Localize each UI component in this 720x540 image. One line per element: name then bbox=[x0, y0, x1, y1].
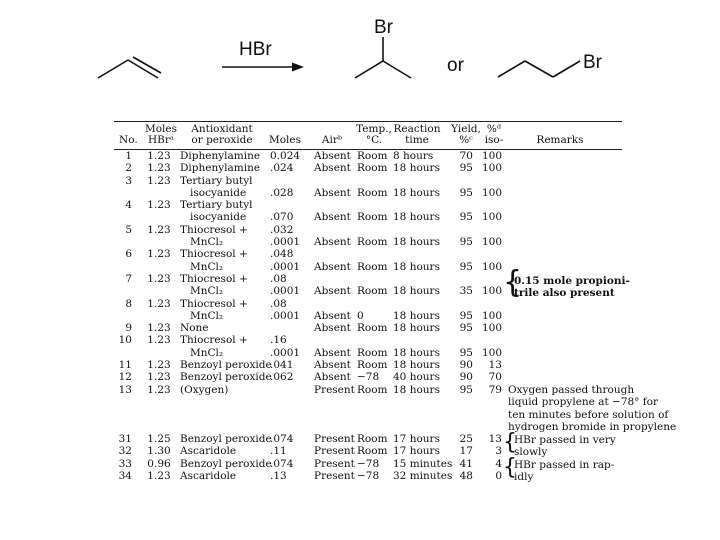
col-moles-a bbox=[270, 150, 306, 396]
cell-antioxidant: MnCl₂ bbox=[180, 285, 224, 298]
reaction-arrow bbox=[222, 63, 304, 72]
cell-time: 18 hours bbox=[393, 211, 440, 224]
col-moles-b bbox=[270, 433, 306, 482]
cell-time: 18 hours bbox=[393, 186, 440, 199]
cell-antioxidant: Benzoyl peroxide bbox=[180, 371, 272, 384]
col-hbr-a bbox=[141, 150, 177, 396]
cell-hbr: 1.25 bbox=[147, 433, 171, 445]
cell-no: 31 bbox=[118, 433, 132, 445]
cell-yield: 95 bbox=[459, 322, 473, 335]
cell-moles: .0001 bbox=[270, 285, 301, 298]
or-text: or bbox=[447, 55, 464, 76]
cell-temp: −78 bbox=[357, 457, 380, 470]
cell-moles: .08 bbox=[270, 297, 287, 310]
cell-time: 18 hours bbox=[393, 260, 440, 273]
remark-rows-7-8: 0.15 mole propioni- trile also present bbox=[514, 275, 630, 300]
cell-antioxidant: Tertiary butyl bbox=[180, 174, 253, 187]
reagent-label: HBr bbox=[239, 39, 272, 60]
cell-temp bbox=[357, 199, 391, 211]
cell-no bbox=[113, 187, 132, 199]
cell-hbr: 0.96 bbox=[147, 457, 171, 470]
cell-temp: Room bbox=[357, 445, 388, 458]
cell-iso: 100 bbox=[481, 260, 502, 273]
cell-hbr: 1.30 bbox=[147, 445, 171, 458]
cell-hbr: 1.23 bbox=[147, 469, 171, 482]
cell-hbr bbox=[141, 261, 177, 273]
cell-temp: Room bbox=[357, 211, 388, 224]
cell-time: 8 hours bbox=[393, 150, 434, 162]
cell-temp: Room bbox=[357, 186, 388, 199]
cell-no: 34 bbox=[118, 469, 132, 482]
cell-air: Absent bbox=[314, 359, 351, 372]
cell-iso bbox=[476, 298, 502, 310]
remarks-brace-33-34: { bbox=[503, 455, 517, 480]
cell-antioxidant: (Oxygen) bbox=[180, 383, 229, 396]
cell-yield: 41 bbox=[459, 457, 473, 470]
propyl-bromide-structure bbox=[498, 61, 580, 77]
header-reaction-time: Reaction time bbox=[393, 123, 441, 146]
cell-antioxidant: Benzoyl peroxide bbox=[180, 359, 272, 372]
cell-hbr bbox=[141, 187, 177, 199]
col-antioxidant-b bbox=[180, 433, 276, 482]
cell-hbr bbox=[141, 236, 177, 248]
cell-hbr bbox=[141, 211, 177, 223]
cell-hbr: 1.23 bbox=[147, 334, 171, 347]
cell-antioxidant: MnCl₂ bbox=[180, 309, 224, 322]
cell-hbr: 1.23 bbox=[147, 272, 171, 285]
cell-antioxidant: Benzoyl peroxide bbox=[180, 457, 272, 470]
cell-moles bbox=[270, 384, 306, 396]
cell-hbr: 1.23 bbox=[147, 174, 171, 187]
cell-temp: Room bbox=[357, 322, 388, 335]
cell-moles: .062 bbox=[270, 371, 294, 384]
cell-temp: Room bbox=[357, 150, 388, 162]
cell-antioxidant: Thiocresol + bbox=[180, 334, 248, 347]
cell-time: 18 hours bbox=[393, 162, 440, 175]
cell-no: 3 bbox=[125, 174, 132, 187]
cell-iso: 0 bbox=[495, 469, 502, 482]
cell-hbr: 1.23 bbox=[147, 359, 171, 372]
cell-hbr bbox=[141, 347, 177, 359]
cell-no bbox=[113, 310, 132, 322]
cell-time: 18 hours bbox=[393, 383, 440, 396]
cell-temp bbox=[357, 175, 391, 187]
cell-moles: .032 bbox=[270, 223, 294, 236]
cell-moles bbox=[270, 199, 306, 211]
col-iso-a bbox=[476, 150, 502, 396]
cell-time: 17 hours bbox=[393, 433, 440, 445]
cell-no: 12 bbox=[118, 371, 132, 384]
header-yield: Yield, %ᶜ bbox=[451, 123, 481, 146]
cell-no: 1 bbox=[125, 150, 132, 162]
cell-no: 32 bbox=[118, 445, 132, 458]
cell-time bbox=[393, 248, 449, 260]
cell-no bbox=[113, 285, 132, 297]
col-air-a bbox=[314, 150, 354, 396]
cell-air: Absent bbox=[314, 162, 351, 175]
col-time-a bbox=[393, 150, 449, 396]
cell-yield: 95 bbox=[459, 236, 473, 249]
cell-no: 4 bbox=[125, 199, 132, 212]
cell-no bbox=[113, 236, 132, 248]
cell-antioxidant: Diphenylamine bbox=[180, 162, 261, 175]
cell-temp: −78 bbox=[357, 469, 380, 482]
cell-temp: Room bbox=[357, 433, 388, 445]
header-no: No. bbox=[119, 134, 138, 146]
cell-time: 18 hours bbox=[393, 322, 440, 335]
cell-time: 17 hours bbox=[393, 445, 440, 458]
cell-temp bbox=[357, 224, 391, 236]
cell-yield bbox=[449, 273, 473, 285]
cell-temp bbox=[357, 334, 391, 346]
cell-air: Absent bbox=[314, 150, 351, 162]
cell-moles: 0.024 bbox=[270, 150, 301, 162]
col-no-a bbox=[113, 150, 132, 396]
cell-moles bbox=[270, 175, 306, 187]
cell-time bbox=[393, 224, 449, 236]
cell-air: Absent bbox=[314, 211, 351, 224]
cell-hbr: 1.23 bbox=[147, 248, 171, 261]
col-antioxidant-a bbox=[180, 150, 276, 396]
cell-temp bbox=[357, 298, 391, 310]
cell-iso: 100 bbox=[481, 211, 502, 224]
cell-time bbox=[393, 298, 449, 310]
cell-yield: 95 bbox=[459, 309, 473, 322]
cell-temp: Room bbox=[357, 346, 388, 359]
cell-yield: 95 bbox=[459, 383, 473, 396]
cell-no: 8 bbox=[125, 297, 132, 310]
cell-moles: .024 bbox=[270, 162, 294, 175]
cell-air: Present bbox=[314, 457, 355, 470]
cell-moles: .074 bbox=[270, 457, 294, 470]
cell-hbr: 1.23 bbox=[147, 223, 171, 236]
cell-iso: 3 bbox=[495, 445, 502, 458]
cell-iso: 100 bbox=[481, 322, 502, 335]
cell-moles: .048 bbox=[270, 248, 294, 261]
isopropyl-bromide-structure bbox=[355, 37, 411, 78]
cell-air bbox=[314, 224, 354, 236]
cell-temp: Room bbox=[357, 260, 388, 273]
cell-no bbox=[113, 261, 132, 273]
cell-air: Absent bbox=[314, 260, 351, 273]
cell-iso bbox=[476, 273, 502, 285]
cell-hbr: 1.23 bbox=[147, 162, 171, 175]
cell-temp bbox=[357, 273, 391, 285]
cell-hbr: 1.23 bbox=[147, 322, 171, 335]
cell-no: 9 bbox=[125, 322, 132, 335]
cell-no: 6 bbox=[125, 248, 132, 261]
cell-antioxidant: Thiocresol + bbox=[180, 272, 248, 285]
cell-iso bbox=[476, 224, 502, 236]
cell-temp: Room bbox=[357, 236, 388, 249]
cell-hbr: 1.23 bbox=[147, 383, 171, 396]
cell-moles: .041 bbox=[270, 359, 294, 372]
cell-moles: .074 bbox=[270, 433, 294, 445]
cell-yield bbox=[449, 334, 473, 346]
header-air: Airᵇ bbox=[321, 134, 343, 146]
cell-no bbox=[113, 211, 132, 223]
cell-moles: .0001 bbox=[270, 346, 301, 359]
cell-moles: .028 bbox=[270, 186, 294, 199]
cell-moles bbox=[270, 322, 306, 334]
cell-temp: Room bbox=[357, 383, 388, 396]
cell-yield: 90 bbox=[459, 359, 473, 372]
cell-hbr: 1.23 bbox=[147, 297, 171, 310]
cell-antioxidant: Diphenylamine bbox=[180, 150, 261, 162]
cell-iso: 100 bbox=[481, 309, 502, 322]
cell-yield bbox=[449, 224, 473, 236]
cell-hbr: 1.23 bbox=[147, 371, 171, 384]
cell-air: Absent bbox=[314, 309, 351, 322]
cell-iso: 100 bbox=[481, 186, 502, 199]
cell-hbr bbox=[141, 310, 177, 322]
cell-yield bbox=[449, 175, 473, 187]
cell-temp bbox=[357, 248, 391, 260]
cell-moles: .0001 bbox=[270, 309, 301, 322]
cell-no: 7 bbox=[125, 272, 132, 285]
cell-no: 2 bbox=[125, 162, 132, 175]
header-antioxidant: Antioxidant or peroxide bbox=[191, 123, 253, 146]
cell-air: Absent bbox=[314, 371, 351, 384]
remark-rows-33-34: HBr passed in rap- idly bbox=[514, 459, 615, 484]
cell-no bbox=[113, 347, 132, 359]
cell-time: 18 hours bbox=[393, 236, 440, 249]
cell-iso: 100 bbox=[481, 285, 502, 298]
cell-antioxidant: Tertiary butyl bbox=[180, 199, 253, 212]
col-air-b bbox=[314, 433, 354, 482]
cell-air bbox=[314, 248, 354, 260]
cell-iso bbox=[476, 175, 502, 187]
cell-air: Absent bbox=[314, 322, 351, 335]
cell-iso: 100 bbox=[481, 236, 502, 249]
cell-air: Present bbox=[314, 433, 355, 445]
col-temp-a bbox=[357, 150, 391, 396]
table-top-rule bbox=[114, 121, 622, 122]
cell-yield: 35 bbox=[459, 285, 473, 298]
col-yield-b bbox=[449, 433, 473, 482]
cell-moles: .11 bbox=[270, 445, 287, 458]
cell-air: Present bbox=[314, 445, 355, 458]
cell-antioxidant: Thiocresol + bbox=[180, 223, 248, 236]
cell-antioxidant: Thiocresol + bbox=[180, 297, 248, 310]
cell-iso: 79 bbox=[488, 383, 502, 396]
cell-air: Present bbox=[314, 383, 355, 396]
cell-antioxidant: Benzoyl peroxide bbox=[180, 433, 272, 445]
cell-time: 40 hours bbox=[393, 371, 440, 384]
remark-rows-31-32: HBr passed in very slowly bbox=[514, 434, 616, 459]
cell-hbr bbox=[141, 285, 177, 297]
cell-antioxidant: isocyanide bbox=[180, 186, 247, 199]
cell-time: 18 hours bbox=[393, 359, 440, 372]
cell-antioxidant: None bbox=[180, 322, 209, 335]
cell-antioxidant: Ascaridole bbox=[180, 445, 237, 458]
cell-moles: .08 bbox=[270, 272, 287, 285]
cell-air: Absent bbox=[314, 186, 351, 199]
cell-yield: 95 bbox=[459, 346, 473, 359]
cell-moles: .0001 bbox=[270, 260, 301, 273]
cell-yield: 70 bbox=[459, 150, 473, 162]
cell-time: 18 hours bbox=[393, 309, 440, 322]
cell-time: 15 minutes bbox=[393, 457, 453, 470]
cell-no: 5 bbox=[125, 223, 132, 236]
cell-antioxidant: isocyanide bbox=[180, 211, 247, 224]
antimarkov-product-br-label: Br bbox=[583, 52, 602, 73]
col-no-b bbox=[113, 433, 132, 482]
cell-antioxidant: MnCl₂ bbox=[180, 236, 224, 249]
cell-temp: Room bbox=[357, 359, 388, 372]
header-temp: Temp., °C. bbox=[356, 123, 392, 146]
cell-yield: 17 bbox=[459, 445, 473, 458]
cell-air: Present bbox=[314, 469, 355, 482]
cell-iso: 100 bbox=[481, 346, 502, 359]
cell-yield bbox=[449, 248, 473, 260]
cell-moles: .0001 bbox=[270, 236, 301, 249]
cell-yield: 48 bbox=[459, 469, 473, 482]
cell-antioxidant: Ascaridole bbox=[180, 469, 237, 482]
cell-air bbox=[314, 273, 354, 285]
cell-air: Absent bbox=[314, 285, 351, 298]
cell-air: Absent bbox=[314, 236, 351, 249]
cell-temp: 0 bbox=[357, 309, 364, 322]
cell-no: 33 bbox=[118, 457, 132, 470]
cell-temp: Room bbox=[357, 162, 388, 175]
remarks-brace-31-32: { bbox=[503, 430, 517, 455]
reaction-scheme bbox=[0, 0, 720, 110]
cell-air bbox=[314, 175, 354, 187]
cell-moles: .16 bbox=[270, 334, 287, 347]
cell-no: 10 bbox=[118, 334, 132, 347]
cell-yield bbox=[449, 199, 473, 211]
col-yield-a bbox=[449, 150, 473, 396]
cell-time bbox=[393, 334, 449, 346]
cell-time: 18 hours bbox=[393, 346, 440, 359]
cell-yield: 95 bbox=[459, 260, 473, 273]
header-iso: %ᵈ iso- bbox=[484, 123, 504, 146]
cell-iso: 70 bbox=[488, 371, 502, 384]
cell-time bbox=[393, 175, 449, 187]
cell-antioxidant: Thiocresol + bbox=[180, 248, 248, 261]
cell-iso: 13 bbox=[488, 433, 502, 445]
cell-air: Absent bbox=[314, 346, 351, 359]
cell-temp: −78 bbox=[357, 371, 380, 384]
cell-antioxidant: MnCl₂ bbox=[180, 260, 224, 273]
col-temp-b bbox=[357, 433, 391, 482]
cell-air bbox=[314, 334, 354, 346]
cell-time bbox=[393, 199, 449, 211]
remark-row-13: Oxygen passed through liquid propylene at −78° for ten minutes before solution of hydrogen bromide in propylene bbox=[508, 384, 677, 433]
propene-structure bbox=[98, 57, 161, 78]
cell-iso: 100 bbox=[481, 162, 502, 175]
cell-yield: 95 bbox=[459, 211, 473, 224]
cell-antioxidant: MnCl₂ bbox=[180, 346, 224, 359]
cell-hbr: 1.23 bbox=[147, 150, 171, 162]
cell-temp: Room bbox=[357, 285, 388, 298]
cell-no: 13 bbox=[118, 383, 132, 396]
header-moles-hbr: Moles HBrᵃ bbox=[144, 123, 178, 146]
cell-iso bbox=[476, 248, 502, 260]
markov-product-br-label: Br bbox=[374, 17, 393, 38]
cell-time: 18 hours bbox=[393, 285, 440, 298]
cell-air bbox=[314, 199, 354, 211]
cell-iso: 13 bbox=[488, 359, 502, 372]
cell-moles: .13 bbox=[270, 469, 287, 482]
col-time-b bbox=[393, 433, 453, 482]
cell-iso: 4 bbox=[495, 457, 502, 470]
cell-yield: 95 bbox=[459, 162, 473, 175]
cell-air bbox=[314, 298, 354, 310]
cell-yield: 25 bbox=[459, 433, 473, 445]
cell-iso bbox=[476, 334, 502, 346]
cell-time: 32 minutes bbox=[393, 469, 453, 482]
header-remarks: Remarks bbox=[536, 134, 584, 146]
cell-yield: 95 bbox=[459, 186, 473, 199]
cell-moles: .070 bbox=[270, 211, 294, 224]
remarks-brace-7-8: { bbox=[503, 265, 523, 300]
cell-hbr: 1.23 bbox=[147, 199, 171, 212]
col-hbr-b bbox=[141, 433, 177, 482]
cell-yield bbox=[449, 298, 473, 310]
cell-iso: 100 bbox=[481, 150, 502, 162]
header-moles: Moles bbox=[268, 134, 302, 146]
cell-iso bbox=[476, 199, 502, 211]
cell-no: 11 bbox=[118, 359, 132, 372]
col-iso-b bbox=[476, 433, 502, 482]
cell-yield: 90 bbox=[459, 371, 473, 384]
cell-time bbox=[393, 273, 449, 285]
